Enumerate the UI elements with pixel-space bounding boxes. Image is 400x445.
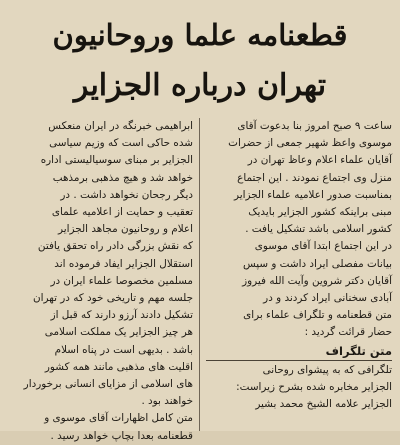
text-line: ساعت ۹ صبح امروز بنا بدعوت آقای	[237, 120, 392, 132]
text-line: متن کامل اظهارات آقای موسوی و	[44, 412, 193, 425]
text-line: قطعنامه بعدا بچاپ خواهد رسید .	[50, 429, 193, 442]
text-line: مسلمین مخصوصا علماء ایران در	[50, 274, 193, 287]
text-line: تشکیل دادند آرزو دارند که قبل از	[50, 309, 193, 322]
text-line: متن قطعنامه و تلگراف علماء برای	[243, 309, 392, 322]
text-line: شده حاکی است که وزیم سیاسی	[49, 137, 193, 150]
text-line: اعلام و روحانیون مجاهد الجزایر	[58, 223, 193, 236]
text-line: که نقش بزرگی دادر راه تحقق یافتن	[37, 240, 193, 253]
article-column-left	[7, 118, 193, 445]
text-line: اقلیت های مذهبی مانند همه کشور	[44, 360, 193, 373]
text-line: استقلال الجزایر ایفاد فرموده اند	[54, 257, 193, 270]
headline-line-2: تهران درباره الجزایر	[73, 68, 327, 103]
text-line: در این اجتماع ابتدا آقای موسوی	[254, 240, 392, 253]
text-line: بیانات مفصلی ایراد داشت و سپس	[242, 257, 392, 270]
text-line: مبنی براینکه کشور الجزایر بایدیک	[248, 206, 392, 219]
text-line: خواهند بود .	[141, 395, 193, 408]
text-line: الجزایر علامه الشیخ محمد بشیر	[255, 398, 392, 411]
text-line: دیگر رجحان نخواهد داشت . در	[60, 188, 193, 201]
text-line: الجزایر بر مبنای سوسیالیستی اداره	[40, 154, 193, 167]
text-line: موسوی واعظ شهیر جمعی از حضرات	[228, 137, 392, 150]
text-line: تلگرافی که به پیشوای روحانی	[262, 363, 392, 376]
headline-line-1: قطعنامه علما وروحانیون	[52, 18, 348, 52]
text-line: کشور اسلامی باشد تشکیل یافت .	[245, 223, 392, 236]
text-line: آقایان علماء اعلام وعاظ تهران در	[247, 154, 392, 167]
text-line: الجزایر مخابره شده بشرح زیراست:	[236, 380, 392, 393]
text-line: خواهد شد و هیچ مذهبی برمذهب	[52, 171, 193, 184]
text-line: آبادی سخنانی ایراد کردند و در	[263, 292, 392, 305]
text-line: حضار قرائت گردید :	[304, 326, 392, 339]
column-divider	[199, 118, 200, 431]
text-line: آقایان دکتر شروین وآیت الله فیروز	[242, 274, 392, 287]
text-line: بمناسبت صدور اعلامیه علماء الجزایر	[233, 188, 392, 201]
text-line: ابراهیمی خبرنگه در ایران منعکس	[48, 120, 193, 132]
article-column-right	[206, 118, 392, 413]
text-line: منزل وی اجتماع نمودند . این اجتماع	[237, 171, 392, 184]
text-line: تعقیب و حمایت از اعلامیه علمای	[51, 206, 193, 219]
section-subheading: متن تلگراف	[325, 343, 392, 358]
text-line: جلسه مهم و تاریخی خود که در تهران	[33, 292, 193, 305]
subheading-rule	[206, 360, 392, 361]
text-line: های اسلامی از مزایای انسانی برخوردار	[23, 378, 193, 391]
text-line: هر چیز الجزایر یک مملکت اسلامی	[44, 326, 193, 339]
text-line: باشد . بدیهی است در پناه اسلام	[54, 343, 193, 356]
